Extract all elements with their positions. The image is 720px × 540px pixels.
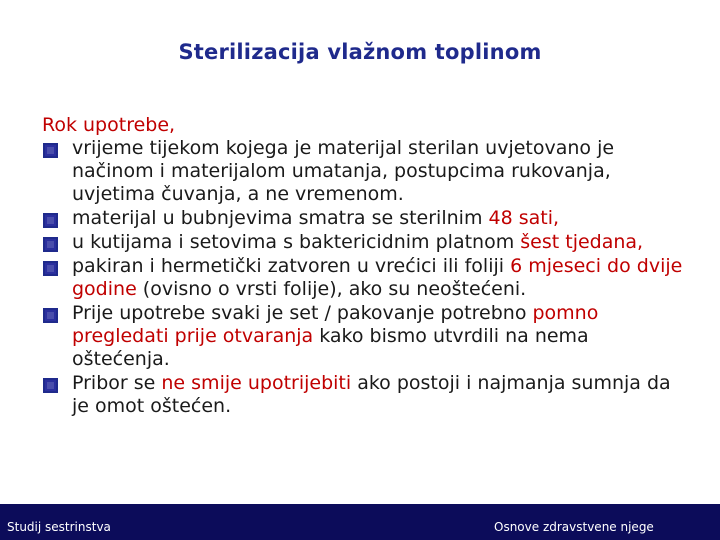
item-highlight: ne smije upotrijebiti: [161, 372, 352, 394]
bullet-list: [42, 137, 692, 418]
section-heading: Rok upotrebe,: [42, 114, 176, 136]
item-text: materijal u bubnjevima smatra se sterilnim: [72, 207, 489, 229]
checkbox-square-icon: [43, 143, 58, 158]
list-item: [42, 137, 692, 206]
item-text: vrijeme tijekom kojega je materijal sterilan uvjetovano je načinom i materijalom umatanja, postupcima rukovanja, uvjetima čuvanja, a ne vremenom.: [72, 137, 615, 205]
item-highlight: pomno pregledati prije otvaranja: [72, 302, 599, 347]
checkbox-square-icon: [43, 378, 58, 393]
list-item: [42, 372, 692, 418]
list-item: [42, 207, 692, 230]
item-text: ako postoji i najmanja sumnja da je omot oštećen.: [72, 372, 671, 417]
item-highlight: 48 sati,: [488, 207, 560, 229]
footer-bar: [0, 504, 720, 540]
checkbox-square-icon: [43, 261, 58, 276]
item-highlight: 6 mjeseci do dvije godine: [72, 255, 683, 300]
checkbox-square-icon: [43, 308, 58, 323]
checkbox-square-icon: [43, 237, 58, 252]
item-text: Pribor se: [72, 372, 162, 394]
item-text: kako bismo utvrdili na nema oštećenja.: [72, 325, 589, 370]
slide-title: Sterilizacija vlažnom toplinom: [178, 40, 542, 64]
list-item: [42, 231, 692, 254]
checkbox-square-icon: [43, 213, 58, 228]
item-text: pakiran i hermetički zatvoren u vrećici ili foliji: [72, 255, 511, 277]
item-text: (ovisno o vrsti folije), ako su neoštećeni.: [136, 278, 527, 300]
item-text: u kutijama i setovima s baktericidnim platnom: [72, 231, 521, 253]
list-item: [42, 302, 692, 371]
list-item: [42, 255, 692, 301]
footer-left-text: Studij sestrinstva: [7, 520, 111, 534]
item-highlight: šest tjedana,: [520, 231, 644, 253]
footer-right-text: Osnove zdravstvene njege: [494, 520, 654, 534]
item-text: Prije upotrebe svaki je set / pakovanje potrebno: [72, 302, 533, 324]
slide-content: [42, 114, 692, 419]
